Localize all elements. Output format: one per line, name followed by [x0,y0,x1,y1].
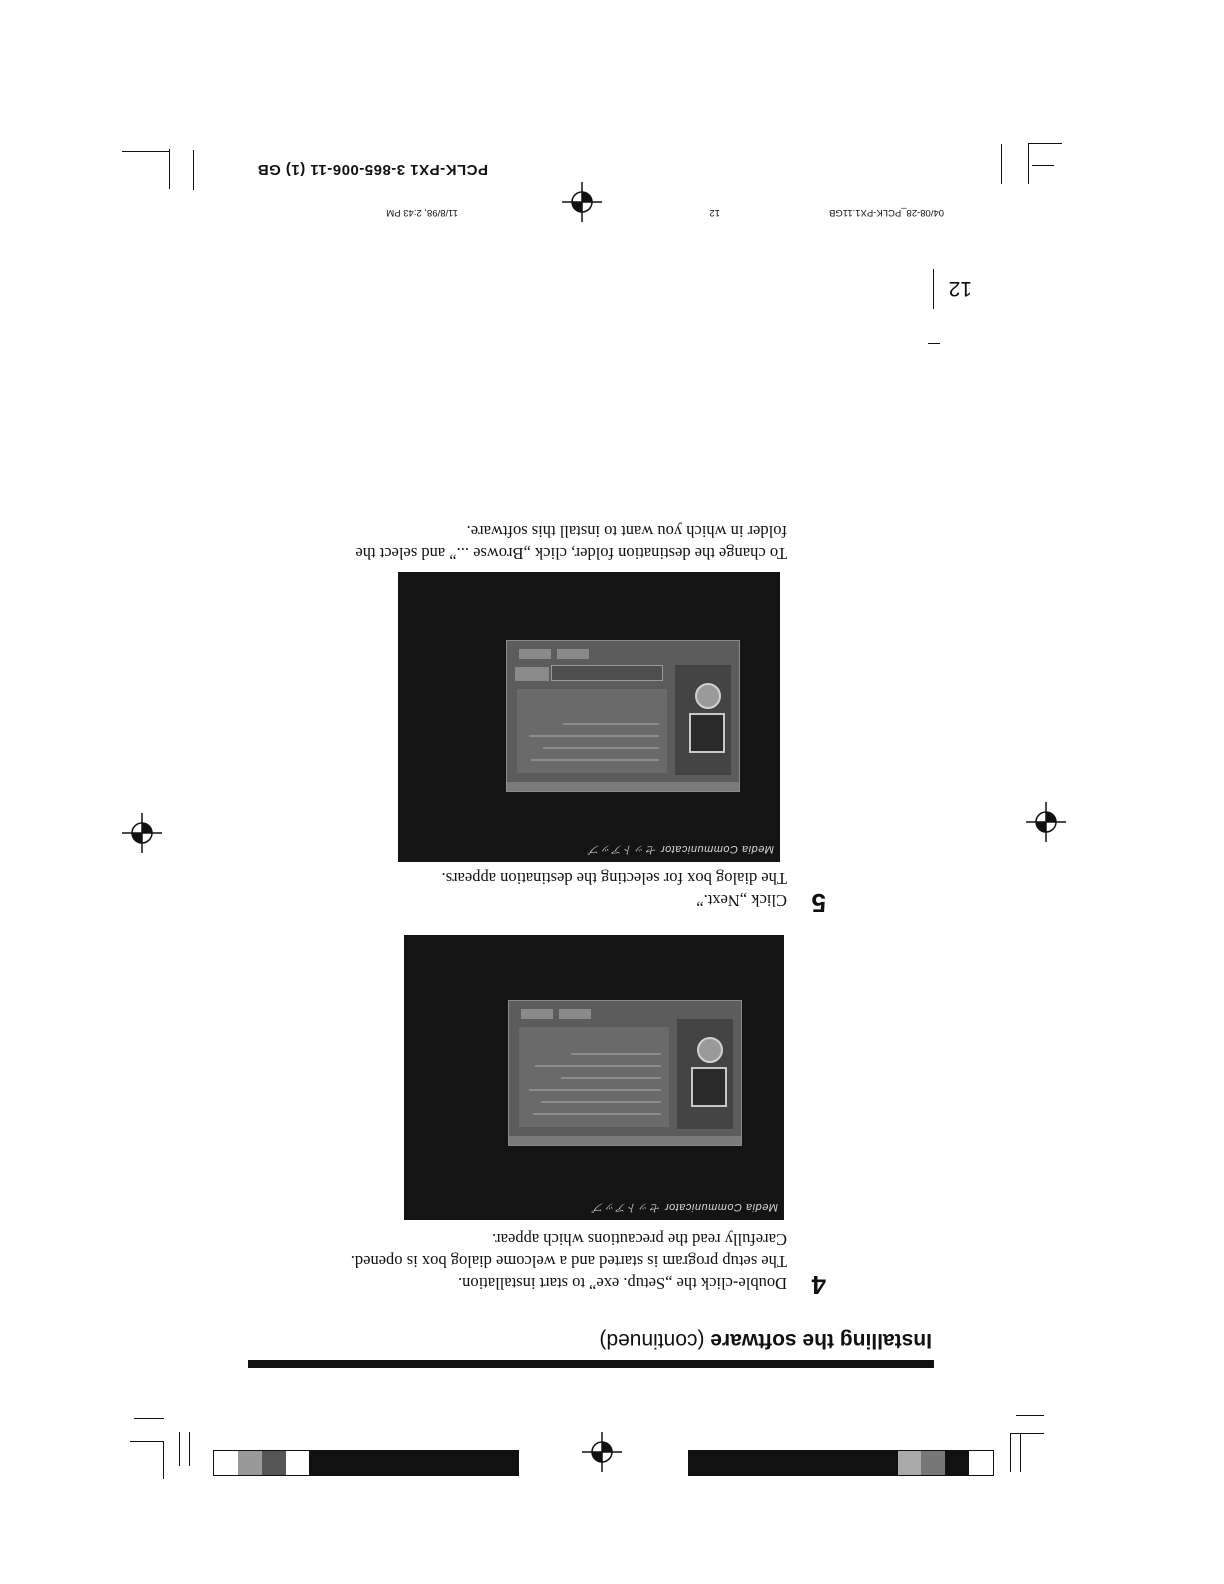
crop-mark [193,150,194,190]
dialog-window-image [508,1000,742,1146]
destination-dialog-screenshot [398,572,780,862]
crop-mark [1020,1434,1021,1472]
section-title [599,1328,932,1352]
crop-mark [1001,144,1002,184]
page-number-rule [933,269,934,309]
step-number: 4 [811,1270,826,1300]
registration-mark [1026,802,1066,842]
note-text-line: To change the destination folder, click „Browse ...” and select the [355,544,787,563]
registration-mark [582,1432,622,1472]
section-title-bold: Installing the software [710,1329,932,1352]
screenshot-title-bar: Media Communicator セットアップ [589,843,774,855]
crop-mark [130,1441,164,1442]
crop-mark [1028,143,1062,144]
page-number: 12 [948,277,972,300]
welcome-dialog-screenshot [404,935,784,1220]
registration-mark [562,182,602,222]
package-box-icon [691,1067,727,1107]
crop-mark [1032,165,1054,166]
crop-mark [179,1432,180,1466]
dialog-window-image [506,640,740,792]
document-code: PCLK-PX1 3-865-006-11 (1) GB [257,161,488,178]
step-text-line: Double-click the „Setup. exe” to start installation. [458,1274,787,1293]
step-text-line: Click „Next.” [696,891,787,910]
color-calibration-strip [688,1450,994,1476]
crop-mark [134,1418,164,1419]
disc-icon [697,1037,723,1063]
note-text-line: folder in which you want to install this software. [466,522,787,541]
crop-mark [122,151,170,152]
file-info: 04/08-28_PCLK-PX1.11GB [829,207,944,218]
timestamp: 11/8/98, 2:43 PM [386,207,458,218]
color-calibration-strip [213,1450,519,1476]
crop-mark [1010,1434,1011,1472]
crop-mark [1010,1433,1044,1434]
screenshot-title-bar: Media Communicator セットアップ [593,1201,778,1213]
section-title-rest: (continued) [599,1329,711,1352]
margin-tick [928,343,940,344]
section-title-rule [248,1360,934,1368]
crop-mark [163,1441,164,1479]
registration-mark [122,813,162,853]
step-text-line: The dialog box for selecting the destination appears. [441,869,787,888]
disc-icon [695,683,721,709]
package-box-icon [689,713,725,753]
crop-mark [1028,144,1029,184]
crop-mark [169,149,170,189]
step-number: 5 [811,888,826,918]
file-page: 12 [709,207,720,218]
crop-mark [189,1432,190,1466]
step-text-line: Carefully read the precautions which appear. [491,1230,787,1249]
step-text-line: The setup program is started and a welcome dialog box is opened. [350,1252,787,1271]
crop-mark [1016,1415,1044,1416]
